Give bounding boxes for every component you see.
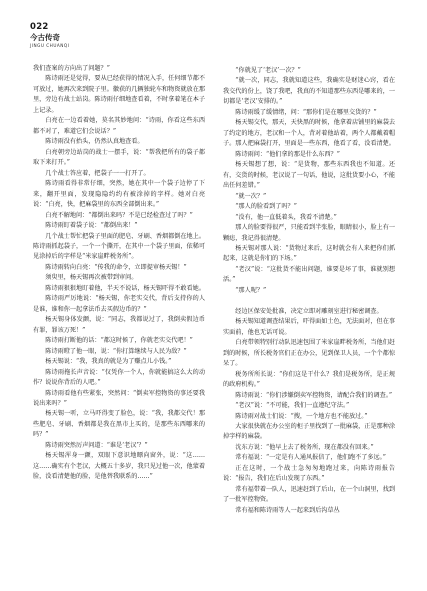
paragraph: 陈诗雨打断他的话：“都这时候了，你就老实交代吧！” [45,337,193,345]
paragraph: 杨天锡对那人说：“货物过来后，这时就会有人来把你们抓起来，这就是你们的下场。” [223,244,395,263]
paragraph: “那人的脸看到了吗？” [235,203,297,211]
paragraph: 陈诗雨还是觉得，要从已经获得的情况入手，任何细节都不可放过，她再次来到院子里。徽获的几辆独轮车和物资就放在那里，旁边有战士站岗。陈诗雨仔细地查看着，不时拿着笔在本子上记录。 [33,75,205,114]
paragraph: 陈诗雨瞪了他一眼，说：“你打算继续与人民为敌？” [45,347,187,355]
paragraph: 杨天锡交代，那天，天快黑的时候，他拿着店铺里的麻袋去了约定的地方，老汉和一个人，背对着他站着，两个人都戴着帽子。那人把麻袋打开，里面是一些东西，他看了看，没看清楚。 [223,119,395,148]
paragraph: “就一次，同志，我就知道这些，我确实是财迷心窍，看在我交代的份上，饶了我吧，我真的不知道那些东西是哪来的，一切都是‘老汉’安排的。” [223,77,395,106]
paragraph: 常有福和陈诗雨等人一起来到后沟草丛 [235,506,340,514]
paragraph: 常有福带着一队人，迅速赶到了后山，在一个山洞里，找到了一批军控物资。 [223,485,395,504]
paragraph: 陈诗雨看得非常仔细，突然，她在其中一个袋子边停了下来，翻开里面，发现隐隐约约有被涂掉的字样。她对白亮说：“白亮，快，把麻袋里的东西全部倒出来。” [33,180,205,209]
paragraph: 我们查案的方向出了问题？” [33,65,110,72]
paragraph: 白亮在一边看着她，莫名其妙地问：“诗雨，你看这些东西都不对了，难道它们会说话？” [33,117,205,135]
paragraph: 须臾里，杨天锡再次被带到审问。 [45,274,138,282]
paragraph: 陈诗雨问：“他们拿的那是什么东西？” [235,150,340,158]
paragraph: 陈诗雨缓了缓情绪，问：“那你们是在哪里交货的？” [235,108,377,116]
paragraph: “没有，他一直低着头，我看不清楚。” [235,213,337,221]
paragraph: 陈诗雨说：“你们涉嫌倒卖军控物资，请配合我们的调查。” [235,391,393,399]
paragraph: “你就见了‘老汉’一次？” [235,67,301,74]
page-header [30,22,69,49]
paragraph: 正在这时，一个战士急匆匆地跑过来，向陈诗雨报告说：“报告，我们在后山发现了东西。” [223,464,395,483]
magazine-pinyin: JINGU CHUANQI [30,43,70,48]
magazine-title: 今古传奇 [30,33,60,42]
paragraph: 白亮带领特别行动队迅速包围了米家崖畔税务所，当他们赶到的时候，所长税务官们正在办公，见到保卫人员，一个个都惊呆了。 [223,339,395,368]
paragraph: 杨天锡知道调查结果后，吓得面如土色，无法面对，但在事实面前，他也无话可说。 [223,318,395,336]
paragraph: 杨天锡身体发颤，说：“同志，我都说过了，我倒卖假边币有罪，罪该万死！” [33,316,205,334]
paragraph: 白亮不解地问：“都倒出来吗？不是已经检查过了吗？” [45,211,193,219]
paragraph: 杨天锡一听，立马吓得变了脸色，说：“我，我都交代！那些肥皂、牙刷、香烟都是我在黑市上买的，是那些东西哪来的吗？” [33,410,205,439]
paragraph: “就一次？” [235,192,267,200]
page-number: 022 [30,22,49,32]
paragraph: 陈诗雨盯着袋子说：“都倒出来！” [45,222,138,230]
paragraph: 沈东方说：“他早上去了税务所，现在都没有回来。” [235,443,374,451]
paragraph: 白亮朝旁边站岗的战士一摆手，说：“帮我把所有的袋子都取下来打开。” [33,148,205,167]
paragraph: 陈诗雨转向白亮：“传我的命令，立即提审杨天锡！” [45,263,187,271]
paragraph: 杨天锡浑身一颤，双眼下意识地瞟向窗外，说：“这……这……确实有个老汉，大概五十多岁，我只见过他一次，他蒙着脸，没看清楚他的脸，是他替我联系的……” [33,452,205,481]
paragraph: 税务所所长说：“你们这是干什么？我们是税务所，是正规的政府机构。” [223,370,395,389]
paragraph: “老汉”说：“不可能，我们一直遵纪守法。” [235,402,350,410]
paragraph: 几个战士答应着，把袋子一一打开了。 [45,169,150,177]
paragraph: 几个战士帮忙把袋子里面的肥皂、牙刷、香烟都倒在地上。陈诗雨抓起袋子，一个一个撕开，在其中一个袋子里面，依稀可见涂掉后的字样是“米家崖畔税务所”。 [33,232,205,261]
paragraph: 经边区保安处批准，决定立即对雕刻室进行秘密调查。 [235,307,383,315]
paragraph: “老汉”说：“这批货不能出问题，谁要是坏了事，谁就别想活。” [223,265,395,284]
paragraph: 那人的脸要得很严，只能看到半张脸，眼睛很小，脸上有一颗痣，我记得很清楚。 [223,224,395,242]
paragraph: 陈诗雨对战士们说：“搜，一个地方也不能放过。” [235,412,368,420]
paragraph: 常有福说：“一定是有人通风报信了，他们跑不了多远。” [235,454,386,462]
paragraph: 陈诗雨没有抬头，仍然认真地查看。 [45,138,144,146]
paragraph: “那人呢？” [235,286,267,294]
paragraph: 陈诗雨看他有些紧张，突然问：“倒卖军控物资的事还要我说出来吗？” [33,389,205,407]
paragraph: 杨天锡说：“我，我真的就是为了赚点儿小钱。” [45,358,172,366]
paragraph: 陈诗雨狠狠地盯着他，半天不说话，杨天锡吓得不敢看她。 [45,284,205,292]
paragraph: 陈诗雨严厉地说：“杨天锡，你老实交代，背后支持你的人是谁，谁和你一起拿法币去买假边币的？” [33,295,205,313]
paragraph: 陈诗雨拖长声音说：“仅凭你一个人，你就能搞这么大的动作？说说你背后的人吧。” [33,368,205,387]
right-text-column [223,66,395,516]
paragraph: 陈诗雨突然厉声问道：“谁是‘老汉’？” [45,441,148,449]
paragraph: 大家很快就在办公室的柜子里找到了一批麻袋，正是那种涂掉字样的麻袋。 [223,422,395,441]
left-text-column [33,64,205,483]
paragraph: 杨天锡想了想，说：“是货物，那些东西我也不知道。还有，交货的时候，老汉说了一句话，他说，这批货要小心，不能出任何差错。” [223,161,395,190]
